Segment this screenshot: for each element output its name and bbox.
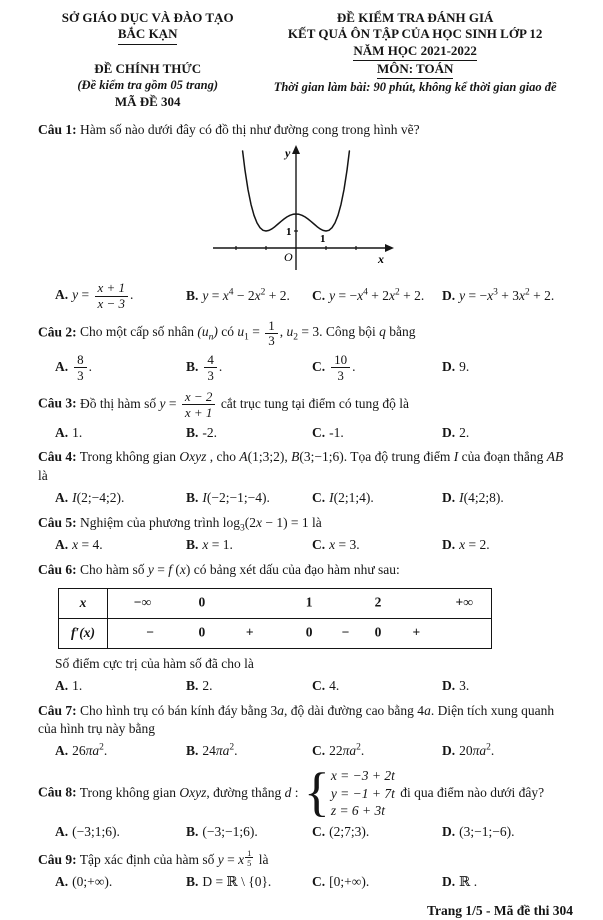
question-9-options bbox=[55, 873, 573, 892]
origin-label: O bbox=[283, 250, 293, 265]
question-5-body: Nghiệm của phương trình $\log_3(2x - 1) = 1$ là bbox=[80, 515, 322, 534]
option-d: D. 3. bbox=[442, 677, 470, 693]
pages-note: (Đề kiểm tra gồm 05 trang) bbox=[77, 77, 218, 92]
option-d: D. 9. bbox=[442, 359, 470, 375]
question-1-options bbox=[55, 280, 573, 311]
question-8-label: Câu 8: bbox=[38, 784, 77, 800]
question-3-label: Câu 3: bbox=[38, 395, 77, 411]
option-c: C. -1. bbox=[312, 424, 344, 440]
exam-duration: Thời gian làm bài: 90 phút, không kể thời gian giao đề bbox=[273, 80, 557, 94]
question-9 bbox=[38, 848, 573, 892]
table-x-row: −∞ 0 1 2 +∞ bbox=[133, 594, 473, 610]
table-deriv-header: f′(x) bbox=[70, 624, 96, 640]
question-4-options bbox=[55, 489, 573, 508]
exam-title-1: ĐỀ KIỂM TRA ĐÁNH GIÁ bbox=[336, 10, 494, 25]
question-2-options bbox=[55, 352, 573, 383]
question-3-body: Đồ thị hàm số y = $\frac{x - 2}{x + 1}$ cắt trục tung tại điểm có tung độ là bbox=[80, 389, 410, 420]
question-7 bbox=[38, 702, 573, 762]
question-8-body: Trong không gian Oxyz, đường thẳng d : { x = −3 + 2t y = −1 + 7t z = 6 + 3t đi qua điểm nào dưới đây? bbox=[79, 761, 545, 822]
question-9-label: Câu 9: bbox=[38, 851, 77, 867]
option-c: C. I(2;1;4). bbox=[312, 490, 374, 506]
question-4 bbox=[38, 448, 573, 508]
table-sign-row: − 0 + 0 − 0 + bbox=[146, 624, 421, 640]
question-7-options bbox=[55, 742, 573, 761]
x-tick-label: 1 bbox=[319, 233, 325, 246]
option-c: C. (2;7;3). bbox=[312, 823, 370, 839]
option-a: A. (0;+∞). bbox=[55, 873, 113, 889]
option-d: D. $y = -x^3 + 3x^2 + 2$. bbox=[442, 287, 555, 303]
question-6-subline: Số điểm cực trị của hàm số đã cho là bbox=[55, 655, 254, 671]
option-c: C. $22\pi a^2$. bbox=[312, 742, 365, 759]
option-a: A. 1. bbox=[55, 677, 83, 693]
question-5-label: Câu 5: bbox=[38, 515, 77, 531]
question-6-body: Cho hàm số y = f (x) có bảng xét dấu của đạo hàm như sau: bbox=[80, 561, 400, 577]
question-1-figure bbox=[38, 143, 573, 277]
question-3-options bbox=[55, 424, 573, 443]
question-1-label: Câu 1: bbox=[38, 121, 77, 137]
question-6 bbox=[38, 561, 573, 696]
school-year: NĂM HỌC 2021-2022 bbox=[353, 43, 477, 61]
option-b: B. -2. bbox=[186, 424, 218, 440]
option-d: D. ℝ . bbox=[442, 873, 478, 889]
header-left-block bbox=[38, 10, 257, 111]
exam-title-2: KẾT QUẢ ÔN TẬP CỦA HỌC SINH LỚP 12 bbox=[287, 26, 543, 42]
question-7-label: Câu 7: bbox=[38, 702, 77, 718]
option-a: A. y = $\frac{x + 1}{x - 3}$ . bbox=[55, 280, 134, 312]
option-d: D. I(4;2;8). bbox=[442, 490, 504, 506]
question-5-options bbox=[55, 536, 573, 555]
option-a: A. I(2;−4;2). bbox=[55, 490, 125, 506]
option-b: B. $24\pi a^2$. bbox=[186, 742, 238, 759]
department-name: SỞ GIÁO DỤC VÀ ĐÀO TẠO bbox=[61, 10, 234, 25]
option-a: A. 1. bbox=[55, 424, 83, 440]
function-graph bbox=[201, 143, 411, 277]
question-9-body: Tập xác định của hàm số y = x $\frac{1}{5}$ là bbox=[79, 847, 269, 868]
option-b: B. I(−2;−1;−4). bbox=[186, 490, 270, 506]
option-b: B. x = 1. bbox=[186, 536, 233, 552]
official-exam-label: ĐỀ CHÍNH THỨC bbox=[94, 60, 202, 76]
page-footer: Trang 1/5 - Mã đề thi 304 bbox=[427, 902, 573, 918]
header-right-block bbox=[257, 10, 573, 111]
option-b: B. 2. bbox=[186, 677, 213, 693]
question-2 bbox=[38, 318, 573, 384]
question-2-body: Cho một cấp số nhân $(u_n)$ có $u_1$ = $\frac{1}{3}$ , $u_2 = 3$. Công bội q bằng bbox=[80, 317, 416, 349]
option-a: A. $\frac{8}{3}$ . bbox=[55, 351, 92, 383]
option-d: D. $20\pi a^2$. bbox=[442, 742, 495, 759]
question-6-options bbox=[55, 677, 573, 696]
question-8-options bbox=[55, 823, 573, 842]
question-1-body: Hàm số nào dưới đây có đồ thị như đường cong trong hình vẽ? bbox=[80, 121, 420, 137]
option-b: B. (−3;−1;6). bbox=[186, 823, 258, 839]
y-tick-label: 1 bbox=[285, 226, 291, 239]
option-d: D. x = 2. bbox=[442, 536, 490, 552]
option-a: A. x = 4. bbox=[55, 536, 103, 552]
exam-code: MÃ ĐỀ 304 bbox=[114, 94, 181, 110]
option-c: C. x = 3. bbox=[312, 536, 360, 552]
option-b: B. $y = x^4 - 2x^2 + 2$. bbox=[186, 287, 290, 303]
option-a: A. (−3;1;6). bbox=[55, 823, 120, 839]
option-c: C. 4. bbox=[312, 677, 340, 693]
option-c: C. $\frac{10}{3}$ . bbox=[312, 351, 356, 383]
question-8 bbox=[38, 761, 573, 842]
question-5 bbox=[38, 514, 573, 555]
subject-name: MÔN: TOÁN bbox=[377, 61, 453, 79]
question-4-label: Câu 4: bbox=[38, 449, 77, 465]
option-d: D. 2. bbox=[442, 424, 470, 440]
province-name: BẮC KẠN bbox=[118, 26, 178, 44]
table-var-header: x bbox=[79, 594, 87, 610]
option-b: B. $\frac{4}{3}$ . bbox=[186, 351, 223, 383]
option-d: D. (3;−1;−6). bbox=[442, 823, 515, 839]
y-axis-label: y bbox=[284, 146, 290, 161]
exam-header bbox=[38, 10, 573, 111]
question-6-label: Câu 6: bbox=[38, 561, 77, 577]
question-4-body: Trong không gian Oxyz , cho A(1;3;2), B(3;−1;6). Tọa độ trung điểm I của đoạn thẳng AB là bbox=[38, 449, 564, 484]
question-7-body: Cho hình trụ có bán kính đáy bằng 3a, độ dài đường cao bằng 4a. Diện tích xung quanh của hình trụ này bằng bbox=[38, 702, 555, 737]
question-3 bbox=[38, 389, 573, 442]
option-c: C. [0;+∞). bbox=[312, 873, 370, 889]
question-2-label: Câu 2: bbox=[38, 324, 77, 340]
sign-table bbox=[58, 588, 492, 649]
option-a: A. $26\pi a^2$. bbox=[55, 742, 108, 759]
x-axis-label: x bbox=[377, 252, 384, 267]
option-b: B. D = ℝ \ {0}. bbox=[186, 873, 272, 889]
question-1 bbox=[38, 121, 573, 312]
option-c: C. $y = -x^4 + 2x^2 + 2$. bbox=[312, 287, 425, 303]
